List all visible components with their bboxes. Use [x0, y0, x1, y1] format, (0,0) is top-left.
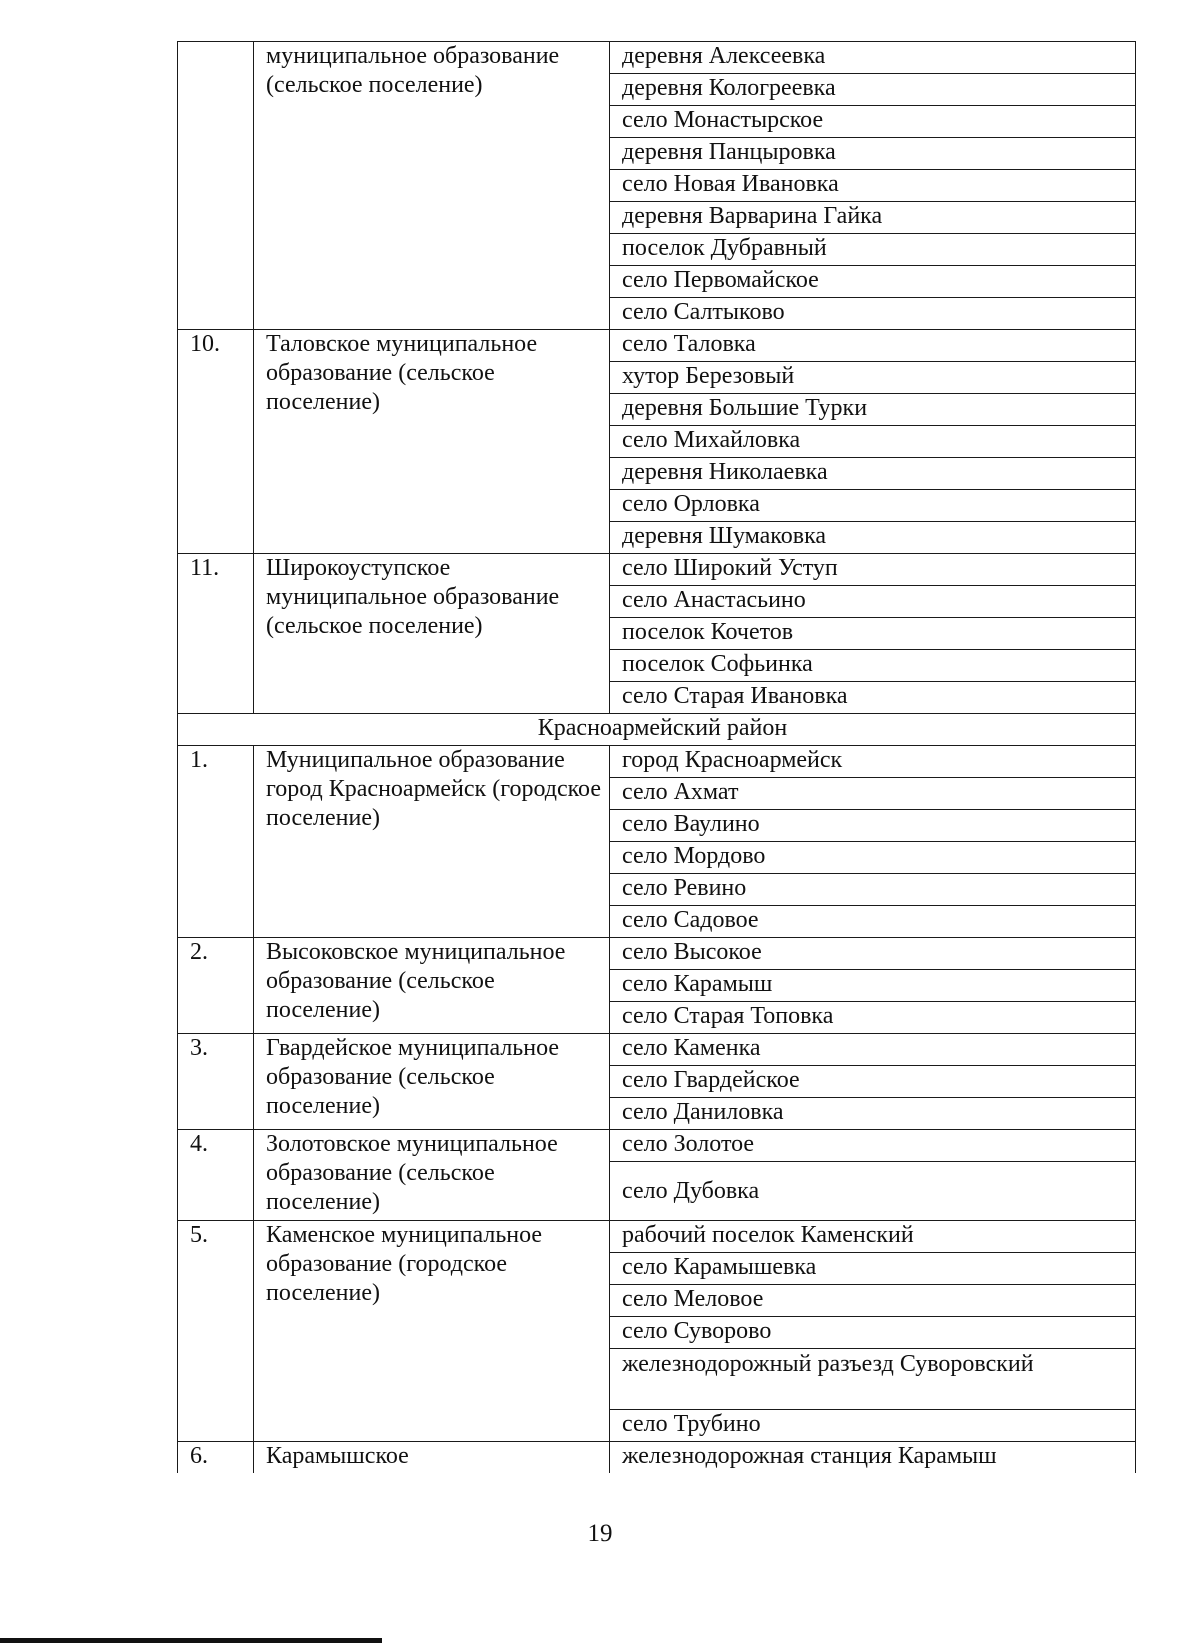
row-number: 11. [178, 554, 254, 714]
settlement-cell: село Ревино [610, 874, 1136, 906]
settlement-cell: село Даниловка [610, 1098, 1136, 1130]
settlement-cell: село Каменка [610, 1034, 1136, 1066]
page-number: 19 [587, 1520, 613, 1547]
row-number: 6. [178, 1442, 254, 1474]
settlement-cell: город Красноармейск [610, 746, 1136, 778]
settlement-cell: село Трубино [610, 1410, 1136, 1442]
settlement-cell: село Таловка [610, 330, 1136, 362]
row-number: 3. [178, 1034, 254, 1130]
municipality-name: Гвардейское муниципальное образование (сельское поселение) [254, 1034, 610, 1130]
region-header-row [178, 714, 1136, 746]
settlement-cell: село Первомайское [610, 266, 1136, 298]
table-row [178, 554, 1136, 586]
table-row [178, 1130, 1136, 1162]
settlement-cell: железнодорожный разъезд Суворовский [610, 1349, 1136, 1410]
municipality-name: Каменское муниципальное образование (городское поселение) [254, 1221, 610, 1442]
row-number: 10. [178, 330, 254, 554]
settlement-cell: село Старая Ивановка [610, 682, 1136, 714]
settlement-cell: село Садовое [610, 906, 1136, 938]
settlement-cell: деревня Алексеевка [610, 42, 1136, 74]
municipality-name: Муниципальное образование город Красноармейск (городское поселение) [254, 746, 610, 938]
municipality-name: Широкоуступское муниципальное образование (сельское поселение) [254, 554, 610, 714]
row-number: 4. [178, 1130, 254, 1221]
settlement-cell: село Меловое [610, 1285, 1136, 1317]
row-number: 1. [178, 746, 254, 938]
settlements-table-body [178, 42, 1136, 1474]
settlement-cell: деревня Николаевка [610, 458, 1136, 490]
settlement-cell: железнодорожная станция Карамыш [610, 1442, 1136, 1474]
table-row [178, 1221, 1136, 1253]
settlement-cell: деревня Кологреевка [610, 74, 1136, 106]
settlement-cell: село Гвардейское [610, 1066, 1136, 1098]
settlement-cell: деревня Шумаковка [610, 522, 1136, 554]
settlement-cell: село Мордово [610, 842, 1136, 874]
settlement-cell: село Старая Топовка [610, 1002, 1136, 1034]
municipality-name: Карамышское [254, 1442, 610, 1474]
settlement-cell: село Орловка [610, 490, 1136, 522]
settlement-cell: село Карамыш [610, 970, 1136, 1002]
municipality-name: Таловское муниципальное образование (сельское поселение) [254, 330, 610, 554]
settlement-cell: село Монастырское [610, 106, 1136, 138]
table-row [178, 1442, 1136, 1474]
table-row [178, 746, 1136, 778]
settlement-cell: село Ахмат [610, 778, 1136, 810]
settlement-cell: село Суворово [610, 1317, 1136, 1349]
settlement-cell: село Новая Ивановка [610, 170, 1136, 202]
settlement-cell: деревня Панцыровка [610, 138, 1136, 170]
settlement-cell: село Золотое [610, 1130, 1136, 1162]
settlement-cell: поселок Кочетов [610, 618, 1136, 650]
row-number [178, 42, 254, 330]
table-row [178, 1034, 1136, 1066]
table-row [178, 330, 1136, 362]
region-header: Красноармейский район [178, 714, 1136, 746]
settlement-cell: деревня Варварина Гайка [610, 202, 1136, 234]
settlement-cell: село Ваулино [610, 810, 1136, 842]
settlement-cell: деревня Большие Турки [610, 394, 1136, 426]
settlement-cell: рабочий поселок Каменский [610, 1221, 1136, 1253]
settlement-cell: село Карамышевка [610, 1253, 1136, 1285]
settlement-cell: село Салтыково [610, 298, 1136, 330]
municipality-name: Высоковское муниципальное образование (сельское поселение) [254, 938, 610, 1034]
settlement-cell: село Высокое [610, 938, 1136, 970]
bottom-rule [0, 1638, 382, 1643]
settlement-cell: поселок Дубравный [610, 234, 1136, 266]
row-number: 5. [178, 1221, 254, 1442]
settlement-cell: село Анастасьино [610, 586, 1136, 618]
settlement-cell: поселок Софьинка [610, 650, 1136, 682]
table-row [178, 42, 1136, 74]
municipality-name: муниципальное образование (сельское поселение) [254, 42, 610, 330]
settlements-table [177, 41, 1136, 1473]
row-number: 2. [178, 938, 254, 1034]
settlement-cell: село Дубовка [610, 1162, 1136, 1221]
municipality-name: Золотовское муниципальное образование (сельское поселение) [254, 1130, 610, 1221]
settlement-cell: село Михайловка [610, 426, 1136, 458]
settlement-cell: село Широкий Уступ [610, 554, 1136, 586]
settlement-cell: хутор Березовый [610, 362, 1136, 394]
table-row [178, 938, 1136, 970]
